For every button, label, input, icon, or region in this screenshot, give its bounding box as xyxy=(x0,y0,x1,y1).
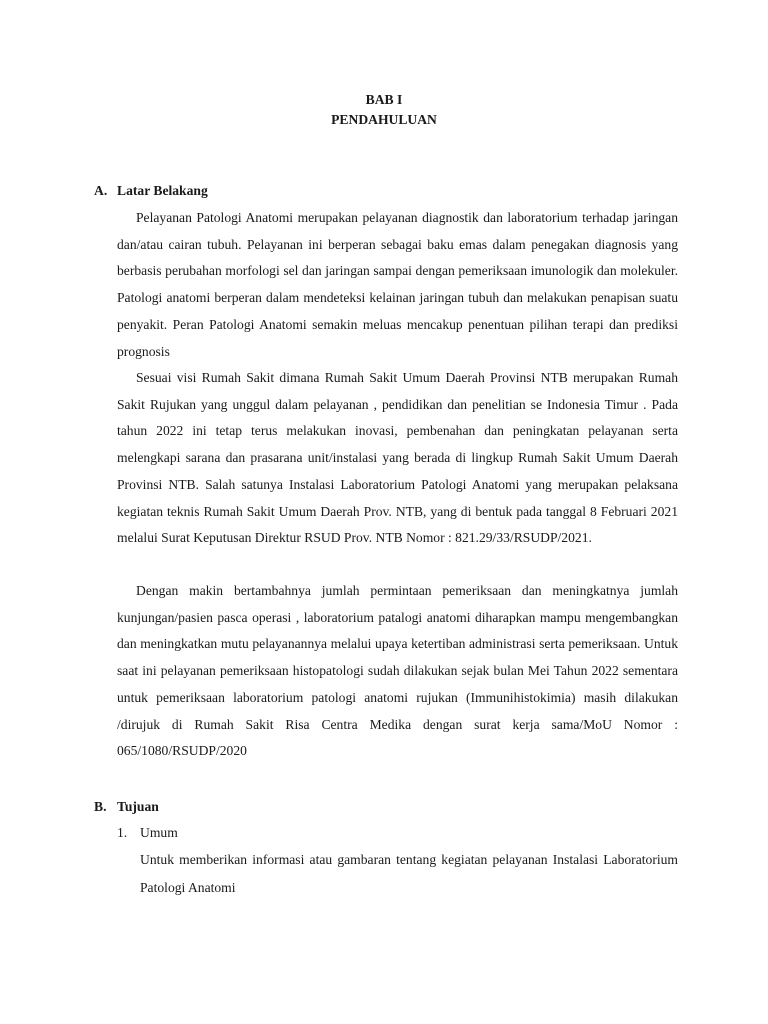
paragraph-patologi-anatomi: Pelayanan Patologi Anatomi merupakan pelayanan diagnostik dan laboratorium terhadap jaringan dan/atau cairan tubuh. Pelayanan ini berperan sebagai baku emas dalam penegakan diagnosis yang berbasis perubahan morfologi sel dan jaringan sampai dengan pemeriksaan imunologik dan molekuler. Patologi anatomi berperan dalam mendeteksi kelainan jaringan tubuh dan melakukan penapisan suatu penyakit. Peran Patologi Anatomi semakin meluas mencakup penentuan pilihan terapi dan prediksi prognosis xyxy=(117,210,678,359)
list-item-label: Umum xyxy=(140,825,178,840)
list-item-number: 1. xyxy=(117,825,128,840)
paragraph-tujuan-umum: Untuk memberikan informasi atau gambaran tentang kegiatan pelayanan Instalasi Laboratorium Patologi Anatomi xyxy=(140,852,678,895)
section-title: Tujuan xyxy=(117,799,159,814)
paragraph-visi-rumah-sakit: Sesuai visi Rumah Sakit dimana Rumah Sakit Umum Daerah Provinsi NTB merupakan Rumah Sakit Rujukan yang unggul dalam pelayanan , pendidikan dan penelitian se Indonesia Timur . Pada tahun 2022 ini tetap terus melakukan inovasi, pembenahan dan peningkatan pelayanan serta melengkapi sarana dan prasarana unit/instalasi yang berada di lingkup Rumah Sakit Umum Daerah Provinsi NTB. Salah satunya Instalasi Laboratorium Patologi Anatomi yang merupakan pelaksana kegiatan teknis Rumah Sakit Umum Daerah Prov. NTB, yang di bentuk pada tanggal 8 Februari 2021 melalui Surat Keputusan Direktur RSUD Prov. NTB Nomor : 821.29/33/RSUDP/2021. xyxy=(117,370,678,546)
list-item-umum xyxy=(117,823,178,843)
section-heading-latar-belakang xyxy=(94,181,208,201)
paragraph-permintaan-pemeriksaan: Dengan makin bertambahnya jumlah permintaan pemeriksaan dan meningkatnya jumlah kunjungan/pasien pasca operasi , laboratorium patalogi anatomi diharapkan mampu mengembangkan dan meningkatkan mutu pelayanannya melalui upaya ketertiban administrasi serta pemeriksaan. Untuk saat ini pelayanan pemeriksaan histopatologi sudah dilakukan sejak bulan Mei Tahun 2022 sementara untuk pemeriksaan laboratorium patologi anatomi rujukan (Immunihistokimia) masih dilakukan /dirujuk di Rumah Sakit Risa Centra Medika dengan surat kerja sama/MoU Nomor : 065/1080/RSUDP/2020 xyxy=(117,583,678,759)
section-letter: A. xyxy=(94,183,108,198)
chapter-number: BAB I xyxy=(365,92,403,107)
section-title: Latar Belakang xyxy=(117,183,208,198)
section-letter: B. xyxy=(94,799,107,814)
chapter-title: PENDAHULUAN xyxy=(331,112,437,127)
chapter-heading xyxy=(0,90,768,130)
section-heading-tujuan xyxy=(94,797,159,817)
